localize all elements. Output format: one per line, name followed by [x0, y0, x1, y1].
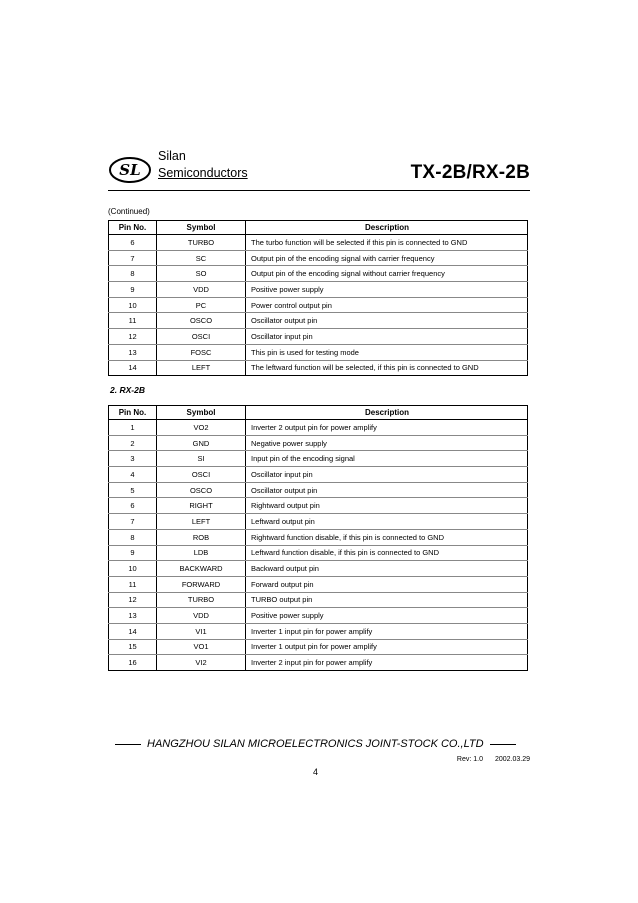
pin-table-rx — [108, 405, 528, 671]
cell-pin-no: 10 — [109, 561, 157, 577]
cell-pin-no: 12 — [109, 329, 157, 345]
cell-pin-no: 2 — [109, 435, 157, 451]
cell-description: TURBO output pin — [246, 592, 528, 608]
table-row — [109, 329, 528, 345]
header-rule — [108, 190, 530, 191]
table-row — [109, 282, 528, 298]
cell-symbol: VO2 — [157, 420, 246, 436]
cell-pin-no: 11 — [109, 313, 157, 329]
footer-company-text: HANGZHOU SILAN MICROELECTRONICS JOINT-STOCK CO.,LTD — [147, 738, 484, 750]
revision: Rev: 1.0 — [456, 756, 483, 763]
table-row — [109, 545, 528, 561]
cell-pin-no: 14 — [109, 360, 157, 376]
cell-description: Oscillator output pin — [246, 313, 528, 329]
table-row — [109, 420, 528, 436]
cell-description: This pin is used for testing mode — [246, 344, 528, 360]
cell-symbol: LEFT — [157, 514, 246, 530]
cell-symbol: VO1 — [157, 639, 246, 655]
cell-description: Inverter 1 output pin for power amplify — [246, 639, 528, 655]
cell-symbol: TURBO — [157, 235, 246, 251]
cell-symbol: FORWARD — [157, 576, 246, 592]
company-line1: Silan — [158, 149, 186, 163]
table2-body — [109, 420, 528, 671]
table-row — [109, 482, 528, 498]
cell-description: Power control output pin — [246, 297, 528, 313]
cell-description: Leftward function disable, if this pin is connected to GND — [246, 545, 528, 561]
cell-description: Leftward output pin — [246, 514, 528, 530]
silan-logo-icon — [108, 156, 152, 184]
cell-pin-no: 6 — [109, 498, 157, 514]
cell-symbol: OSCI — [157, 467, 246, 483]
cell-pin-no: 11 — [109, 576, 157, 592]
cell-description: Oscillator input pin — [246, 329, 528, 345]
cell-symbol: FOSC — [157, 344, 246, 360]
revision-date: 2002.03.29 — [494, 756, 530, 763]
table-row — [109, 561, 528, 577]
cell-symbol: OSCO — [157, 482, 246, 498]
cell-symbol: TURBO — [157, 592, 246, 608]
cell-symbol: VDD — [157, 608, 246, 624]
table-row — [109, 498, 528, 514]
table-row — [109, 514, 528, 530]
table-row — [109, 451, 528, 467]
cell-pin-no: 8 — [109, 266, 157, 282]
cell-pin-no: 13 — [109, 344, 157, 360]
cell-symbol: LEFT — [157, 360, 246, 376]
cell-symbol: OSCO — [157, 313, 246, 329]
cell-pin-no: 13 — [109, 608, 157, 624]
cell-pin-no: 14 — [109, 623, 157, 639]
table-row — [109, 344, 528, 360]
cell-symbol: PC — [157, 297, 246, 313]
cell-description: Output pin of the encoding signal without carrier frequency — [246, 266, 528, 282]
table-row — [109, 250, 528, 266]
table-row — [109, 592, 528, 608]
table-header-row — [109, 221, 528, 235]
header-pin-no: Pin No. — [109, 221, 157, 235]
revision-info — [447, 756, 530, 763]
cell-pin-no: 7 — [109, 250, 157, 266]
cell-description: Inverter 1 input pin for power amplify — [246, 623, 528, 639]
table-row — [109, 655, 528, 671]
cell-pin-no: 15 — [109, 639, 157, 655]
cell-description: Oscillator input pin — [246, 467, 528, 483]
table-row — [109, 297, 528, 313]
cell-pin-no: 10 — [109, 297, 157, 313]
table-row — [109, 435, 528, 451]
cell-description: Backward output pin — [246, 561, 528, 577]
logo-text: SL — [119, 161, 141, 179]
cell-description: Input pin of the encoding signal — [246, 451, 528, 467]
header-description: Description — [246, 221, 528, 235]
cell-description: Oscillator output pin — [246, 482, 528, 498]
cell-pin-no: 16 — [109, 655, 157, 671]
cell-pin-no: 1 — [109, 420, 157, 436]
cell-pin-no: 9 — [109, 282, 157, 298]
table-row — [109, 623, 528, 639]
cell-description: Rightward output pin — [246, 498, 528, 514]
cell-description: Rightward function disable, if this pin is connected to GND — [246, 529, 528, 545]
table-row — [109, 576, 528, 592]
table-row — [109, 266, 528, 282]
company-name — [158, 148, 248, 182]
cell-pin-no: 3 — [109, 451, 157, 467]
cell-description: Inverter 2 input pin for power amplify — [246, 655, 528, 671]
table-header-row — [109, 406, 528, 420]
table-row — [109, 639, 528, 655]
cell-symbol: SC — [157, 250, 246, 266]
cell-description: Negative power supply — [246, 435, 528, 451]
header-symbol: Symbol — [157, 406, 246, 420]
cell-symbol: VDD — [157, 282, 246, 298]
cell-symbol: BACKWARD — [157, 561, 246, 577]
cell-pin-no: 12 — [109, 592, 157, 608]
cell-pin-no: 4 — [109, 467, 157, 483]
cell-symbol: RIGHT — [157, 498, 246, 514]
cell-description: Positive power supply — [246, 608, 528, 624]
cell-description: Forward output pin — [246, 576, 528, 592]
table1-body — [109, 235, 528, 376]
table-row — [109, 529, 528, 545]
footer-company — [115, 738, 525, 750]
cell-symbol: GND — [157, 435, 246, 451]
cell-symbol: SO — [157, 266, 246, 282]
cell-description: Output pin of the encoding signal with carrier frequency — [246, 250, 528, 266]
section-title: 2. RX-2B — [110, 385, 145, 395]
cell-symbol: VI2 — [157, 655, 246, 671]
header-pin-no: Pin No. — [109, 406, 157, 420]
cell-description: Inverter 2 output pin for power amplify — [246, 420, 528, 436]
table-row — [109, 235, 528, 251]
cell-pin-no: 8 — [109, 529, 157, 545]
header-description: Description — [246, 406, 528, 420]
page-number: 4 — [313, 767, 319, 777]
cell-pin-no: 6 — [109, 235, 157, 251]
table-row — [109, 467, 528, 483]
cell-description: The leftward function will be selected, if this pin is connected to GND — [246, 360, 528, 376]
continued-label: (Continued) — [108, 207, 150, 216]
table-row — [109, 313, 528, 329]
cell-description: The turbo function will be selected if this pin is connected to GND — [246, 235, 528, 251]
cell-symbol: SI — [157, 451, 246, 467]
cell-pin-no: 5 — [109, 482, 157, 498]
page-header — [108, 148, 530, 190]
cell-pin-no: 9 — [109, 545, 157, 561]
header-symbol: Symbol — [157, 221, 246, 235]
cell-description: Positive power supply — [246, 282, 528, 298]
table-row — [109, 360, 528, 376]
cell-pin-no: 7 — [109, 514, 157, 530]
company-line2: Semiconductors — [158, 166, 248, 180]
cell-symbol: ROB — [157, 529, 246, 545]
footer-rule-right — [490, 744, 516, 745]
cell-symbol: LDB — [157, 545, 246, 561]
doc-title: TX-2B/RX-2B — [410, 162, 530, 183]
table-row — [109, 608, 528, 624]
pin-table-tx — [108, 220, 528, 376]
footer-rule-left — [115, 744, 141, 745]
cell-symbol: OSCI — [157, 329, 246, 345]
cell-symbol: VI1 — [157, 623, 246, 639]
